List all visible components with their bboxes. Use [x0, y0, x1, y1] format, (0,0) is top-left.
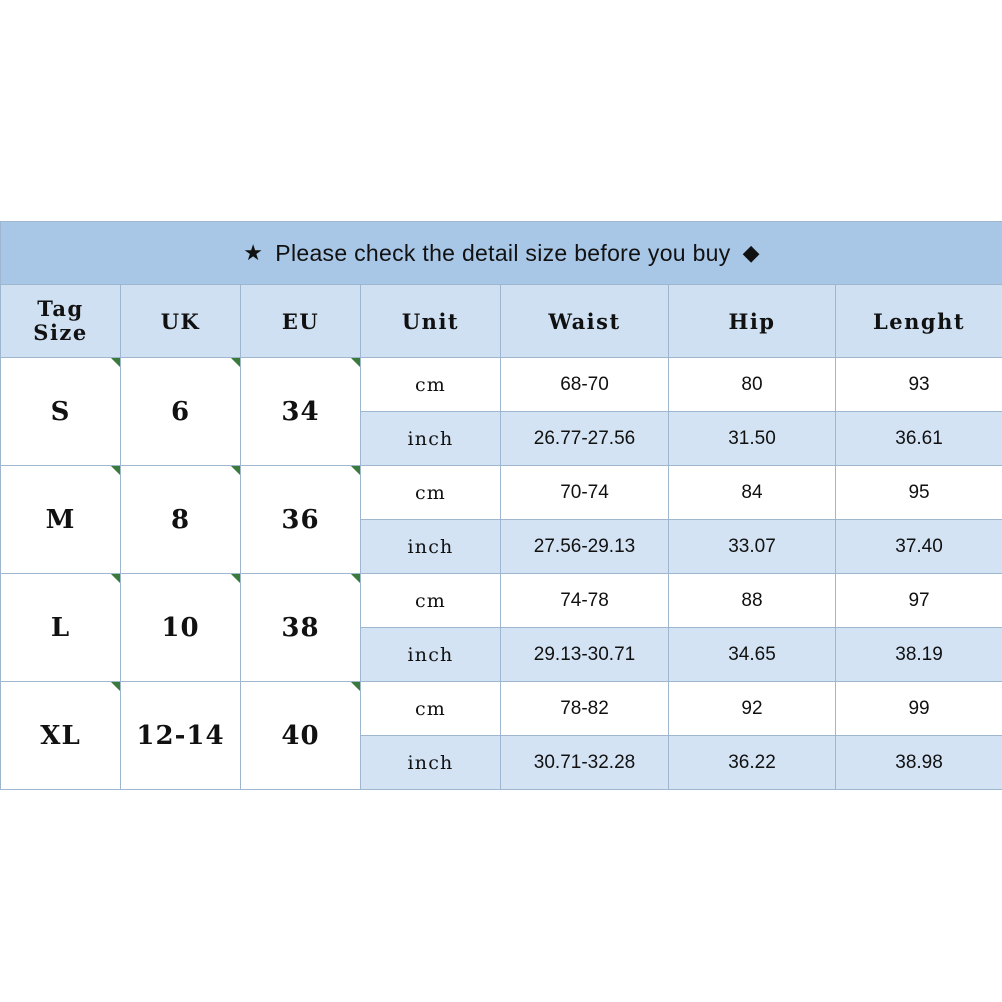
cell-hip: 34.65: [669, 628, 836, 682]
cell-unit: cm: [361, 466, 501, 520]
cell-unit: inch: [361, 412, 501, 466]
cell-hip: 31.50: [669, 412, 836, 466]
cell-waist: 70-74: [501, 466, 669, 520]
header-hip: Hip: [669, 285, 836, 358]
size-chart-table: [0, 221, 1002, 790]
header-waist: Waist: [501, 285, 669, 358]
cell-waist: 29.13-30.71: [501, 628, 669, 682]
cell-hip: 92: [669, 682, 836, 736]
cell-unit: cm: [361, 574, 501, 628]
cell-tag-size: L: [1, 574, 121, 682]
cell-unit: inch: [361, 736, 501, 790]
banner-row: [1, 222, 1002, 285]
cell-tag-size: M: [1, 466, 121, 574]
cell-eu: 38: [241, 574, 361, 682]
cell-uk: 12-14: [121, 682, 241, 790]
banner-text: Please check the detail size before you buy: [275, 239, 731, 266]
header-uk: UK: [121, 285, 241, 358]
cell-unit: inch: [361, 628, 501, 682]
header-eu: EU: [241, 285, 361, 358]
cell-waist: 74-78: [501, 574, 669, 628]
cell-hip: 80: [669, 358, 836, 412]
cell-lenght: 38.98: [836, 736, 1002, 790]
cell-hip: 84: [669, 466, 836, 520]
cell-hip: 36.22: [669, 736, 836, 790]
header-row: [1, 285, 1002, 358]
cell-lenght: 93: [836, 358, 1002, 412]
cell-lenght: 95: [836, 466, 1002, 520]
diamond-icon: ◆: [742, 240, 760, 265]
star-icon: ★: [243, 240, 264, 265]
cell-unit: inch: [361, 520, 501, 574]
cell-eu: 36: [241, 466, 361, 574]
header-tag-size-line1: Tag: [37, 295, 84, 321]
cell-tag-size: XL: [1, 682, 121, 790]
header-tag-size: [1, 285, 121, 358]
table-row: [1, 358, 1002, 412]
cell-tag-size: S: [1, 358, 121, 466]
cell-eu: 34: [241, 358, 361, 466]
cell-uk: 10: [121, 574, 241, 682]
cell-hip: 88: [669, 574, 836, 628]
cell-lenght: 99: [836, 682, 1002, 736]
cell-lenght: 37.40: [836, 520, 1002, 574]
cell-waist: 30.71-32.28: [501, 736, 669, 790]
cell-lenght: 38.19: [836, 628, 1002, 682]
cell-lenght: 97: [836, 574, 1002, 628]
cell-eu: 40: [241, 682, 361, 790]
cell-uk: 8: [121, 466, 241, 574]
cell-waist: 78-82: [501, 682, 669, 736]
cell-unit: cm: [361, 682, 501, 736]
cell-uk: 6: [121, 358, 241, 466]
cell-waist: 68-70: [501, 358, 669, 412]
cell-waist: 27.56-29.13: [501, 520, 669, 574]
header-lenght: Lenght: [836, 285, 1002, 358]
header-tag-size-line2: Size: [33, 320, 88, 345]
cell-lenght: 36.61: [836, 412, 1002, 466]
banner-cell: [1, 222, 1002, 285]
cell-hip: 33.07: [669, 520, 836, 574]
table-row: [1, 574, 1002, 628]
table-row: [1, 682, 1002, 736]
size-chart-container: [0, 221, 1002, 790]
table-row: [1, 466, 1002, 520]
cell-waist: 26.77-27.56: [501, 412, 669, 466]
header-unit: Unit: [361, 285, 501, 358]
cell-unit: cm: [361, 358, 501, 412]
